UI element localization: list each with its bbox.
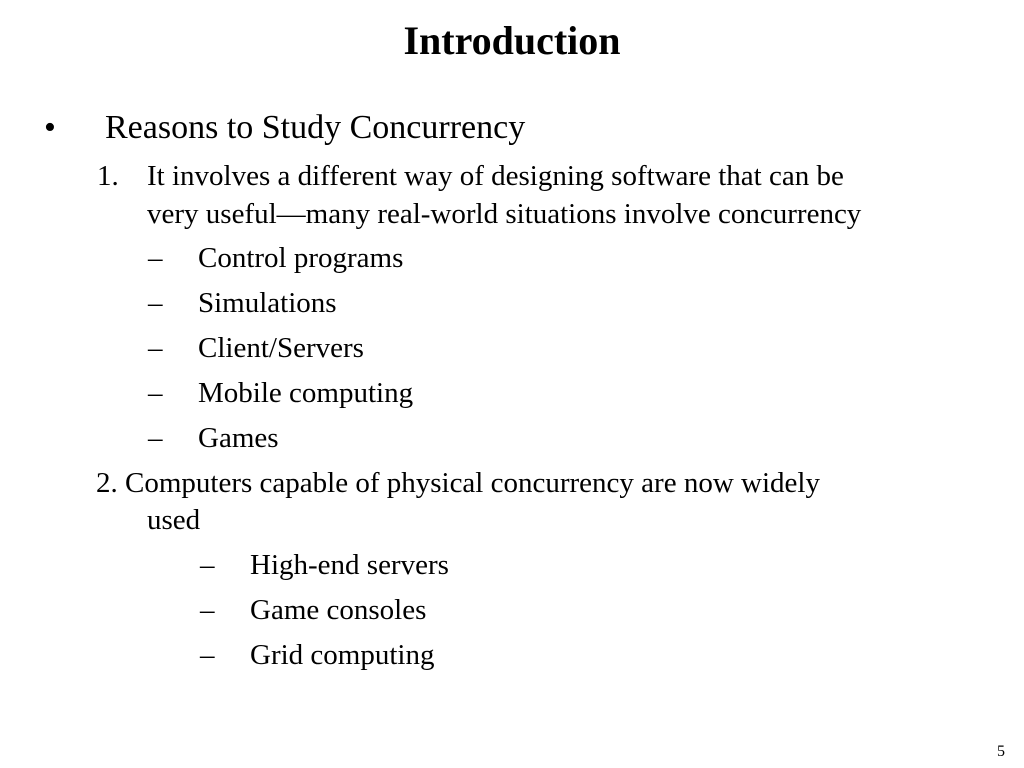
slide-title: Introduction [403, 18, 621, 63]
item2-sub-dash: – [200, 594, 215, 626]
item1-sub-dash: – [148, 242, 163, 274]
bullet-marker: • [44, 109, 56, 146]
item2-subitem: Grid computing [250, 639, 435, 671]
item1-number: 1. [97, 160, 119, 192]
item1-sub-dash: – [148, 332, 163, 364]
item1-subitem: Client/Servers [198, 332, 364, 364]
item1-subitem: Games [198, 422, 279, 454]
bullet-text: Reasons to Study Concurrency [105, 109, 526, 146]
item1-subitem: Mobile computing [198, 377, 414, 409]
item2-subitem: High-end servers [250, 549, 449, 581]
item2-subitem: Game consoles [250, 594, 427, 626]
item1-sub-dash: – [148, 287, 163, 319]
item2-line1: 2. Computers capable of physical concurrency are now widely [96, 467, 820, 499]
item1-subitem: Control programs [198, 242, 404, 274]
item1-line2: very useful—many real-world situations involve concurrency [147, 198, 862, 230]
item1-sub-dash: – [148, 422, 163, 454]
item2-line2: used [147, 504, 201, 536]
page-number: 5 [997, 743, 1005, 760]
item1-sub-dash: – [148, 377, 163, 409]
item2-sub-dash: – [200, 639, 215, 671]
item2-sub-dash: – [200, 549, 215, 581]
item1-line1: It involves a different way of designing software that can be [147, 160, 844, 192]
item1-subitem: Simulations [198, 287, 337, 319]
